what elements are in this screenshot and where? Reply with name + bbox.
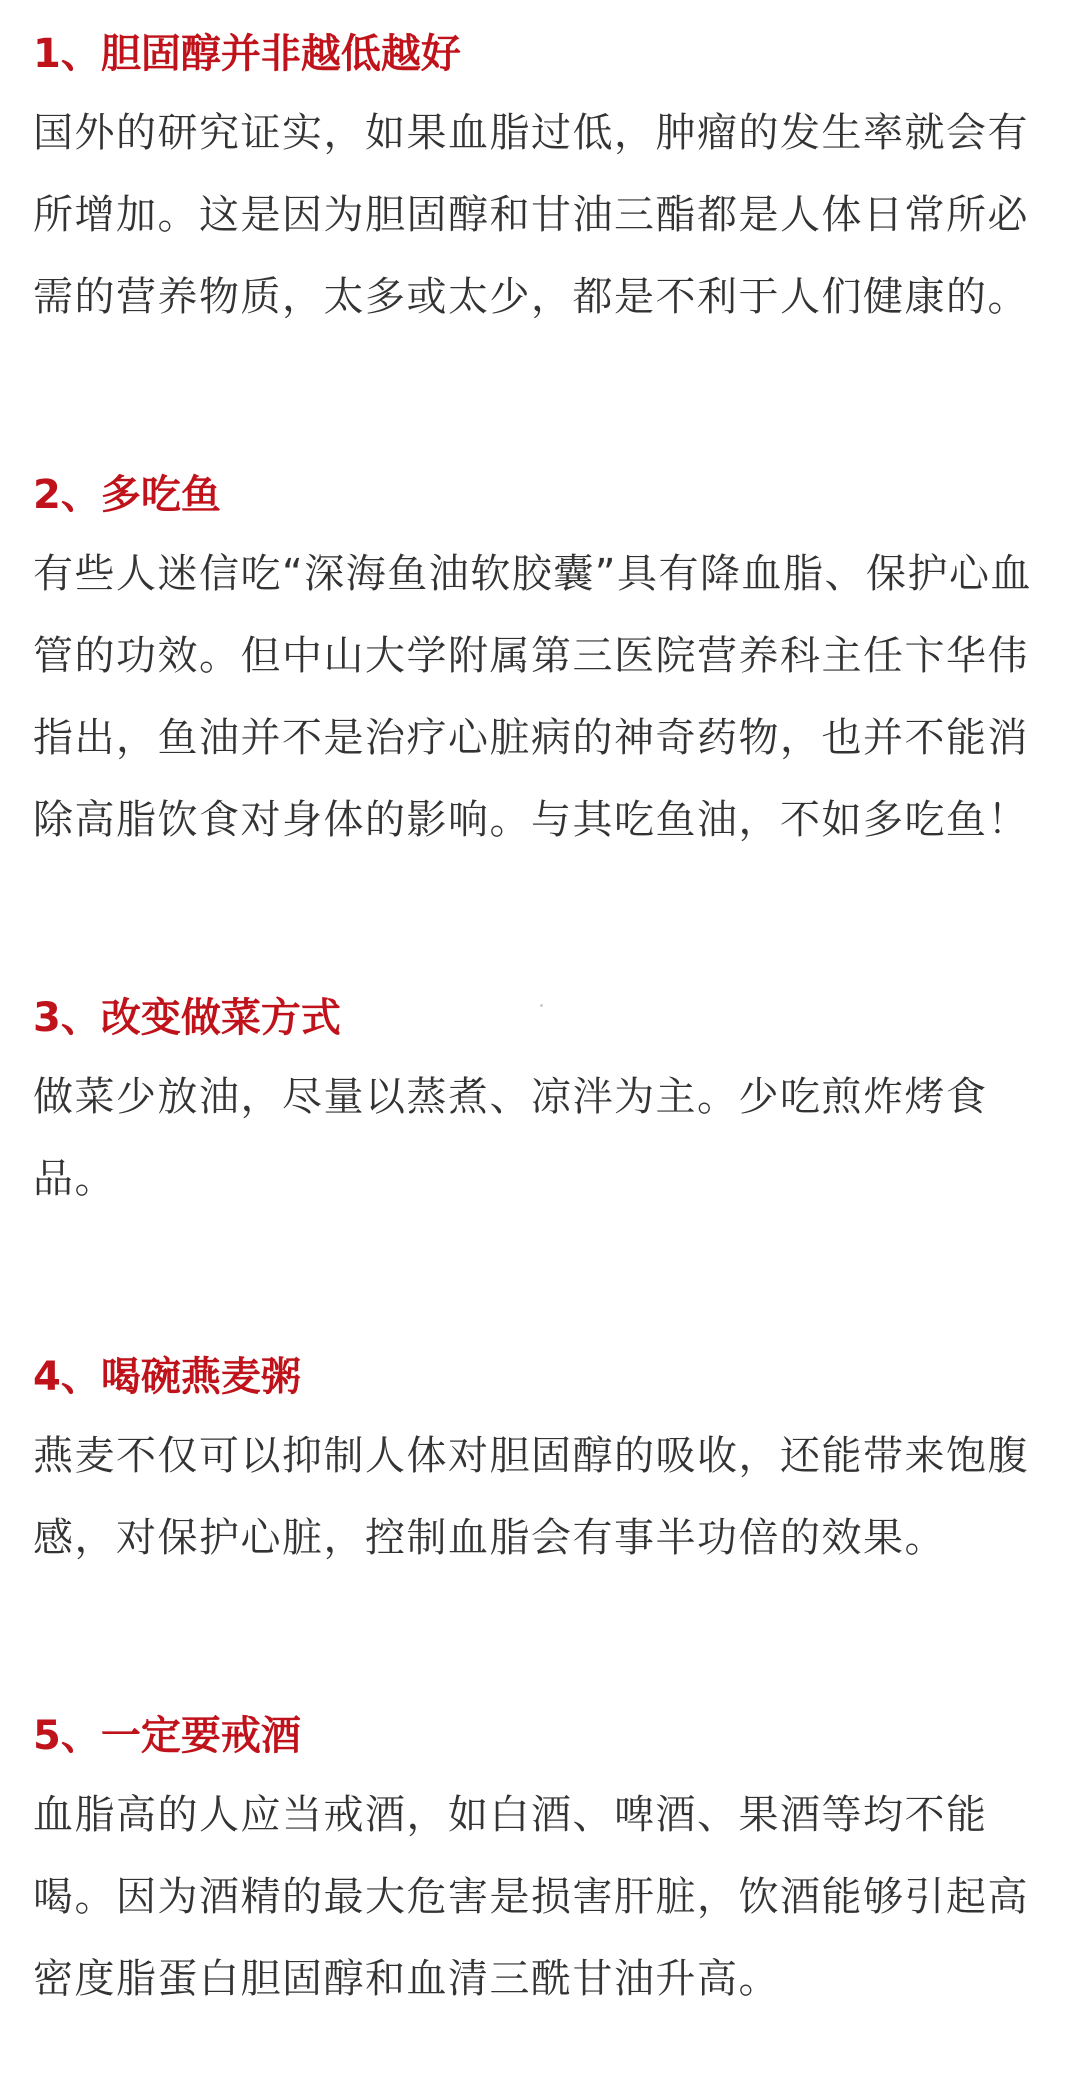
section-title: 1、胆固醇并非越低越好 [33, 31, 461, 77]
section-cholesterol [33, 22, 1053, 338]
section-title: 2、多吃鱼 [33, 472, 221, 518]
section-body: 血脂高的人应当戒酒，如白酒、啤酒、果酒等均不能喝。因为酒精的最大危害是损害肝脏，饮酒能够引起高密度脂蛋白胆固醇和血清三酰甘油升高。 [33, 1792, 1029, 2002]
section-title: 4、喝碗燕麦粥 [33, 1354, 301, 1400]
section-body: 做菜少放油，尽量以蒸煮、凉泮为主。少吃煎炸烤食品。 [33, 1074, 988, 1202]
article [33, 22, 1053, 2020]
section-oatmeal [33, 1345, 1053, 1579]
section-title: 3、改变做菜方式 [33, 995, 341, 1041]
section-body: 有些人迷信吃“深海鱼油软胶囊”具有降血脂、保护心血管的功效。但中山大学附属第三医院营养科主任卞华伟指出，鱼油并不是治疗心脏病的神奇药物，也并不能消除高脂饮食对身体的影响。与其吃鱼油，不如多吃鱼！ [33, 551, 1032, 843]
section-cooking-method [33, 986, 1053, 1220]
section-eat-fish [33, 463, 1053, 861]
divider-dot [540, 1004, 543, 1007]
section-body: 国外的研究证实，如果血脂过低，肿瘤的发生率就会有所增加。这是因为胆固醇和甘油三酯都是人体日常所必需的营养物质，太多或太少，都是不利于人们健康的。 [33, 110, 1029, 320]
section-quit-alcohol [33, 1704, 1053, 2020]
section-body: 燕麦不仅可以抑制人体对胆固醇的吸收，还能带来饱腹感，对保护心脏，控制血脂会有事半功倍的效果。 [33, 1433, 1029, 1561]
section-title: 5、一定要戒酒 [33, 1713, 301, 1759]
